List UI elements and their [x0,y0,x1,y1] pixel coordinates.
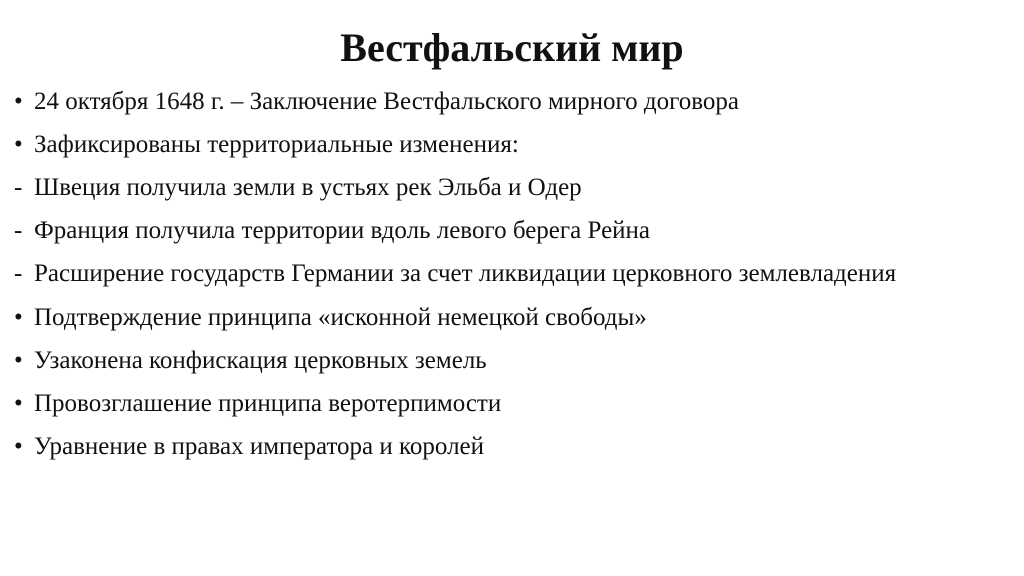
list-item [14,172,1006,204]
list-item [14,388,1006,420]
list-item-text: Швеция получила земли в устьях рек Эльба и Одер [34,174,582,201]
bullet-marker: • [14,347,23,374]
list-item-text: Провозглашение принципа веротерпимости [34,390,502,417]
list-item-text: Франция получила территории вдоль левого берега Рейна [34,217,651,244]
list-item [14,129,1006,161]
bullet-list [14,86,1006,474]
slide-title: Вестфальский мир [340,25,684,70]
list-item-text: 24 октября 1648 г. – Заключение Вестфальского мирного договора [34,88,740,115]
list-item [14,86,1006,118]
list-item [14,215,1006,247]
list-item [14,302,1006,334]
bullet-marker: • [14,390,23,417]
list-item [14,345,1006,377]
dash-marker: - [14,174,23,201]
list-item-text: Зафиксированы территориальные изменения: [34,131,519,158]
bullet-marker: • [14,131,23,158]
dash-marker: - [14,260,23,287]
list-item-text: Узаконена конфискация церковных земель [34,347,487,374]
bullet-marker: • [14,433,23,460]
list-item [14,258,1006,290]
list-item-text: Расширение государств Германии за счет ликвидации церковного землевладения [34,260,897,287]
list-item [14,431,1006,463]
bullet-marker: • [14,304,23,331]
list-item-text: Уравнение в правах императора и королей [34,433,485,460]
list-item-text: Подтверждение принципа «исконной немецкой свободы» [34,304,647,331]
dash-marker: - [14,217,23,244]
bullet-marker: • [14,88,23,115]
